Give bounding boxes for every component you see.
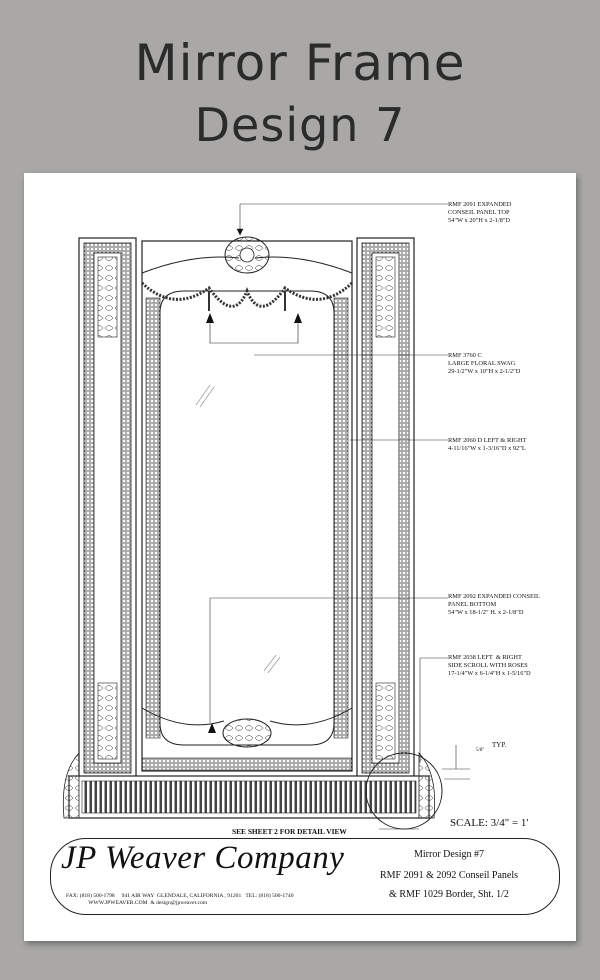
- company-address: FAX: (818) 500-1798 941 AIR WAY GLENDALE, CALIFORNIA , 91201 TEL: (818) 500-1740 WWW.JPWEAVER.COM & design@jpweaver.com: [66, 893, 294, 906]
- company-logo: JP Weaver Company: [61, 840, 345, 876]
- design-name: Mirror Design #7: [414, 849, 484, 860]
- typ-label: TYP.: [492, 741, 507, 749]
- conseil-panel-frame: [142, 241, 352, 771]
- design-panels: RMF 2091 & 2092 Conseil Panels: [379, 870, 519, 881]
- scale-label: SCALE: 3/4" = 1': [450, 817, 529, 829]
- callout-top-panel: RMF 2091 EXPANDED CONSEIL PANEL TOP 54"W x 20"H x 2-1/8"D: [448, 201, 512, 225]
- page-title: Mirror Frame: [134, 34, 466, 92]
- left-pilaster: [79, 238, 136, 778]
- design-sheet: & RMF 1029 Border, Sht. 1/2: [389, 889, 509, 900]
- callout-bottom-panel: RMF 2092 EXPANDED CONSEIL PANEL BOTTOM 54"W x 18-1/2" H. x 2-1/8"D: [448, 593, 540, 617]
- callout-floral-swag: RMF 3760 C LARGE FLORAL SWAG 29-1/2"W x 10"H x 2-1/2"D: [448, 352, 521, 376]
- dimension-label: 5/8": [476, 748, 485, 753]
- drawing-sheet: [24, 173, 576, 941]
- callout-side-border: RMF 2060 D LEFT & RIGHT 4-11/16"W x 1-3/16"D x 92"L: [448, 437, 527, 453]
- right-pilaster: [357, 238, 414, 778]
- see-sheet-note: SEE SHEET 2 FOR DETAIL VIEW: [232, 827, 347, 836]
- page-subtitle: Design 7: [194, 98, 406, 152]
- callout-side-scroll: RMF 2038 LEFT & RIGHT SIDE SCROLL WITH ROSES 17-1/4"W x 6-1/4"H x 1-5/16"D: [448, 654, 531, 678]
